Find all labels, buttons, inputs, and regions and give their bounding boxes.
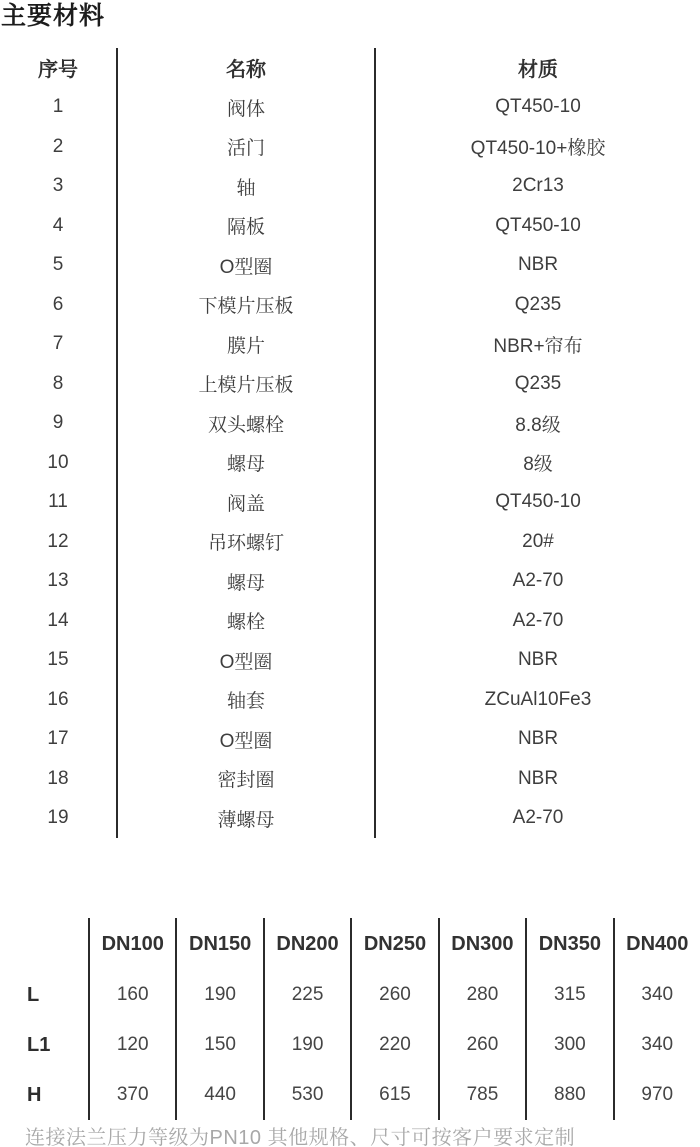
dimensions-header-dn100: DN100 [88,918,175,970]
part-material-cell: 8级 [374,443,700,483]
part-material-cell: QT450-10 [374,483,700,523]
part-material-cell: 2Cr13 [374,167,700,207]
part-material-cell: NBR [374,246,700,286]
footer-note: 连接法兰压力等级为PN10 其他规格、尺寸可按客户要求定制 [25,1127,576,1147]
dimension-value-cell: 150 [175,1020,262,1070]
part-material-cell: QT450-10 [374,206,700,246]
dimension-value-cell: 160 [88,970,175,1020]
serial-number-cell: 15 [47,649,69,671]
dimension-value-cell: 225 [263,970,350,1020]
dimension-value-cell: 315 [525,970,612,1020]
part-name-cell: 活门 [116,127,374,167]
part-name-cell: 螺母 [116,443,374,483]
part-name-cell: O型圈 [116,641,374,681]
dimensions-corner-cell [0,918,88,970]
part-material-cell: Q235 [374,285,700,325]
part-name-cell: 吊环螺钉 [116,522,374,562]
dimension-row-label: L1 [27,1033,51,1056]
dimension-value-cell: 280 [438,970,525,1020]
serial-number-cell: 18 [47,767,69,789]
dimensions-header-dn250: DN250 [350,918,437,970]
serial-number-cell: 6 [52,293,64,315]
part-name-cell: 隔板 [116,206,374,246]
part-material-cell: A2-70 [374,562,700,602]
serial-number-cell: 7 [52,333,64,355]
part-material-cell: 8.8级 [374,404,700,444]
part-name-cell: 螺母 [116,562,374,602]
part-material-cell: NBR+帘布 [374,325,700,365]
part-material-cell: Q235 [374,364,700,404]
serial-number-cell: 14 [47,609,69,631]
dimensions-header-dn350: DN350 [525,918,612,970]
part-name-cell: 轴套 [116,680,374,720]
serial-number-cell: 16 [47,688,69,710]
dimensions-table [0,918,700,1120]
dimensions-header-dn200: DN200 [263,918,350,970]
serial-number-cell: 2 [52,135,64,157]
dimension-value-cell: 880 [525,1070,612,1120]
materials-header-serial: 序号 [38,59,78,82]
dimension-value-cell: 440 [175,1070,262,1120]
part-name-cell: 下模片压板 [116,285,374,325]
part-name-cell: O型圈 [116,720,374,760]
part-material-cell: NBR [374,720,700,760]
serial-number-cell: 4 [52,214,64,236]
part-name-cell: 双头螺栓 [116,404,374,444]
serial-number-cell: 9 [52,412,64,434]
dimension-value-cell: 370 [88,1070,175,1120]
materials-table [0,48,700,838]
dimension-value-cell: 190 [263,1020,350,1070]
page-title: 主要材料 [1,2,106,30]
dimension-value-cell: 970 [613,1070,700,1120]
serial-number-cell: 11 [48,491,68,513]
serial-number-cell: 13 [47,570,69,592]
serial-number-cell: 10 [47,451,69,473]
dimension-value-cell: 785 [438,1070,525,1120]
part-name-cell: 阀盖 [116,483,374,523]
serial-number-cell: 1 [52,96,64,118]
part-name-cell: 轴 [116,167,374,207]
dimension-value-cell: 260 [350,970,437,1020]
part-material-cell: NBR [374,759,700,799]
serial-number-cell: 17 [47,728,69,750]
dimensions-header-dn400: DN400 [613,918,700,970]
part-name-cell: 密封圈 [116,759,374,799]
part-name-cell: 阀体 [116,88,374,128]
dimension-value-cell: 120 [88,1020,175,1070]
dimensions-header-dn150: DN150 [175,918,262,970]
serial-number-cell: 8 [52,372,64,394]
part-material-cell: QT450-10+橡胶 [374,127,700,167]
part-material-cell: ZCuAl10Fe3 [374,680,700,720]
dimension-value-cell: 340 [613,1020,700,1070]
dimension-value-cell: 190 [175,970,262,1020]
part-material-cell: QT450-10 [374,88,700,128]
dimension-row-label: H [27,1083,42,1106]
materials-header-name: 名称 [116,48,374,88]
part-name-cell: 膜片 [116,325,374,365]
dimension-value-cell: 530 [263,1070,350,1120]
dimension-value-cell: 340 [613,970,700,1020]
serial-number-cell: 12 [47,530,69,552]
part-material-cell: NBR [374,641,700,681]
dimension-value-cell: 260 [438,1020,525,1070]
part-name-cell: 上模片压板 [116,364,374,404]
dimension-value-cell: 300 [525,1020,612,1070]
serial-number-cell: 3 [52,175,64,197]
part-material-cell: A2-70 [374,799,700,839]
dimension-value-cell: 220 [350,1020,437,1070]
dimension-value-cell: 615 [350,1070,437,1120]
materials-header-material: 材质 [374,48,700,88]
dimensions-header-dn300: DN300 [438,918,525,970]
part-name-cell: O型圈 [116,246,374,286]
part-name-cell: 螺栓 [116,601,374,641]
part-material-cell: A2-70 [374,601,700,641]
part-material-cell: 20# [374,522,700,562]
serial-number-cell: 19 [47,807,69,829]
dimension-row-label: L [27,983,40,1006]
serial-number-cell: 5 [52,254,64,276]
part-name-cell: 薄螺母 [116,799,374,839]
